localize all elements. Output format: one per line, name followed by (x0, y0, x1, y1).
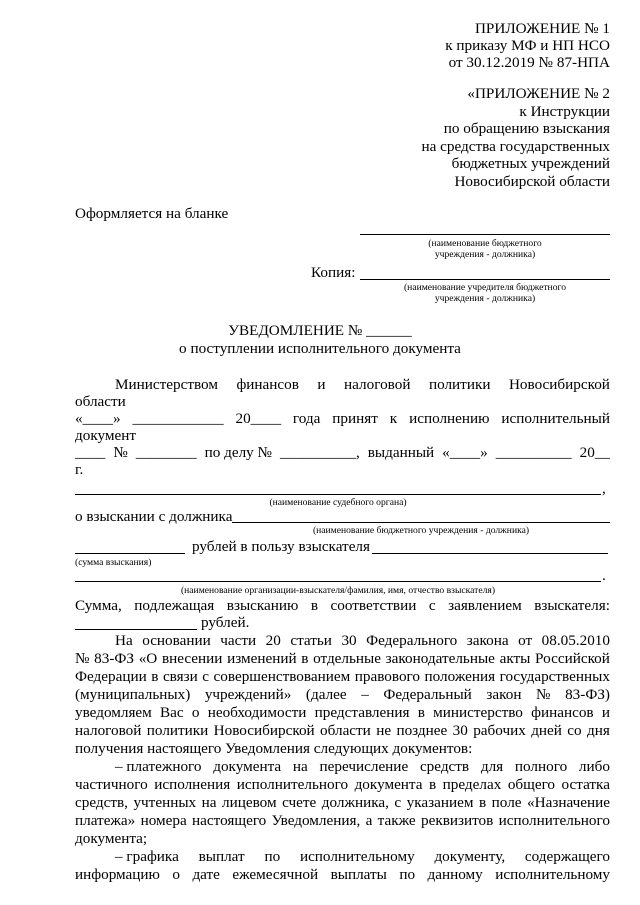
word: с (394, 794, 402, 811)
notice-subtitle: о поступлении исполнительного документа (179, 340, 461, 357)
word: платежа» (75, 812, 136, 829)
word: учреждений» (204, 686, 292, 703)
word: 08.05.2010 (541, 632, 610, 649)
word: № (536, 686, 551, 703)
word: финансов (236, 376, 299, 393)
appendix-2-line: к Инструкции (519, 102, 610, 120)
word: содержащего (524, 848, 610, 865)
word: полного (514, 758, 568, 775)
word: исполнительному (299, 848, 415, 865)
word: номера (140, 812, 187, 829)
word: в (301, 650, 309, 667)
word: акты (499, 650, 531, 667)
caption-line: (наименование учредителя бюджетного (403, 282, 566, 293)
word: общего (507, 776, 556, 793)
word: в (151, 668, 159, 685)
word: статьи (290, 632, 332, 649)
word: закон (486, 686, 522, 703)
word: должника, (321, 794, 389, 811)
caption-line: учреждения - должника) (434, 293, 536, 304)
word: необходимости (207, 704, 307, 721)
word: данному (427, 866, 483, 883)
court-caption: (наименование судебного органа) (269, 497, 407, 508)
word: не (376, 722, 392, 739)
word: налоговой (344, 376, 411, 393)
word: «____» (75, 410, 121, 427)
amount-blank-line (75, 629, 197, 630)
bullet2-line1 (115, 848, 610, 866)
appendix-1-block (445, 20, 610, 71)
word: на (292, 758, 308, 775)
body-line4 (75, 686, 610, 704)
appendix-2-line: на средства государственных (421, 137, 610, 155)
word: принят (332, 410, 378, 427)
word: взысканию (226, 597, 299, 614)
body-line7: получения настоящего Уведомления следующих документов: (75, 740, 473, 757)
word: о (191, 704, 200, 721)
caption-line: учреждения - должника) (434, 249, 536, 260)
body-line3 (75, 668, 610, 686)
word: правового (354, 668, 420, 685)
word: 30 (341, 632, 357, 649)
word: перечисление (319, 758, 409, 775)
appendix-2-line: «ПРИЛОЖЕНИЕ № 2 (467, 85, 610, 102)
word: документа (213, 758, 282, 775)
word: представления (314, 704, 410, 721)
word: поле (491, 794, 522, 811)
word: выданный (367, 444, 435, 461)
word: для (480, 758, 504, 775)
body-line1 (115, 632, 610, 650)
word: политики (146, 722, 209, 739)
para1-line4: документ (75, 427, 136, 444)
word: Федеральный (383, 686, 472, 703)
word: области (320, 722, 371, 739)
word: министерство (433, 704, 523, 721)
word: настоящего (192, 812, 267, 829)
word: Российской (535, 650, 610, 667)
word: реквизитов (420, 812, 494, 829)
word: остатка (561, 776, 610, 793)
word: (далее (305, 686, 347, 703)
word: исполнительного (498, 812, 610, 829)
word: 83-ФЗ (94, 650, 135, 667)
founder-caption (360, 282, 610, 304)
word: от (518, 632, 533, 649)
word: в (417, 704, 425, 721)
word: Федерации (75, 668, 147, 685)
word: с (428, 597, 436, 614)
debtor-name-line (360, 234, 610, 235)
debtor-caption (360, 238, 610, 260)
word: о (172, 866, 180, 883)
word: Уведомления, (271, 812, 361, 829)
form-note: Оформляется на бланке (75, 205, 229, 222)
word: «Назначение (527, 794, 610, 811)
bullet1-line2 (75, 776, 610, 794)
word: по делу № (204, 444, 273, 461)
word: части (220, 632, 257, 649)
para1-line5 (75, 444, 610, 462)
bullet1-line4 (75, 812, 610, 830)
word: – платежного (115, 758, 202, 775)
para1-line6: г. (75, 461, 84, 478)
word: (муниципальных) (75, 686, 191, 703)
appendix-2-line: по обращению взыскания (443, 120, 610, 137)
word: Министерством (115, 376, 218, 393)
appendix-1-line: ПРИЛОЖЕНИЕ № 1 (474, 20, 610, 37)
bullet1-line1 (115, 758, 610, 776)
word: и (601, 704, 610, 721)
word: либо (578, 758, 610, 775)
para1-line1 (115, 376, 610, 394)
word: законодательные (385, 650, 495, 667)
word: закона (466, 632, 509, 649)
word: финансов (531, 704, 594, 721)
word: в (479, 794, 487, 811)
word: и (317, 376, 326, 393)
word: Новосибирской (213, 722, 315, 739)
claimant-name-line (372, 553, 608, 554)
word: заявлением (448, 597, 522, 614)
word: исполнения (154, 776, 231, 793)
debtor-institution-line (232, 522, 610, 523)
word: выплат (198, 848, 245, 865)
word: связи (162, 668, 198, 685)
founder-name-line (360, 279, 610, 280)
word: также (377, 812, 416, 829)
word: – графика (115, 848, 179, 865)
claimant-full-line (75, 581, 601, 582)
para1-line2: области (75, 393, 126, 410)
word: совершенствованием (213, 668, 351, 685)
word: рабочих (473, 722, 526, 739)
word: счете (282, 794, 317, 811)
word: ____ (75, 444, 106, 461)
appendix-1-line: от 30.12.2019 № 87-НПА (448, 54, 610, 71)
word: 30 (452, 722, 468, 739)
appendix-2-block (422, 85, 610, 190)
rubles-in-favor: рублей в пользу взыскателя (192, 538, 370, 555)
word: 20____ (235, 410, 282, 427)
copy-label: Копия: (311, 264, 356, 281)
word: подлежащая (134, 597, 215, 614)
word: 83-ФЗ) (565, 686, 610, 703)
word: ежемесячной (232, 866, 319, 883)
word: позднее (396, 722, 448, 739)
word: года (292, 410, 321, 427)
word: в (429, 776, 437, 793)
word: ____________ (132, 410, 224, 427)
claimant-period: . (602, 567, 606, 584)
court-name-line (75, 494, 601, 495)
word: 20 (265, 632, 281, 649)
sum-line (75, 553, 185, 554)
word: средств, (75, 794, 128, 811)
word: «О (138, 650, 158, 667)
court-comma: , (602, 480, 606, 497)
word: указанием (406, 794, 474, 811)
word: лицевом (222, 794, 277, 811)
bullet1-line5: документа; (75, 830, 148, 847)
sum-statement-end: рублей. (201, 614, 250, 631)
caption-line: (наименование бюджетного (428, 238, 542, 249)
word: «____» (442, 444, 488, 461)
debtor-institution-caption: (наименование бюджетного учреждения - должника) (312, 525, 530, 536)
word: по (264, 848, 281, 865)
word: дате (192, 866, 220, 883)
notice-title: УВЕДОМЛЕНИЕ № ______ (228, 322, 412, 339)
word: исполнительного (236, 776, 349, 793)
word: частичного (75, 776, 148, 793)
word: № (75, 650, 90, 667)
appendix-2-line: бюджетных учреждений (451, 155, 610, 172)
sum-caption: (сумма взыскания) (75, 557, 152, 568)
word: налоговой (75, 722, 142, 739)
word: На (115, 632, 133, 649)
word: документу, (434, 848, 506, 865)
word: информацию (75, 866, 160, 883)
word: взыскателя: (534, 597, 610, 614)
sum-statement-line (75, 597, 610, 615)
word: на (201, 794, 217, 811)
word: Вас (160, 704, 184, 721)
claimant-caption: (наименование организации-взыскателя/фамилия, имя, отчество взыскателя) (180, 585, 496, 596)
body-line6 (75, 722, 610, 740)
body-line2 (75, 650, 610, 668)
appendix-2-line: Новосибирской области (454, 172, 610, 190)
body-line5 (75, 704, 610, 722)
word: основании (142, 632, 211, 649)
word: изменений (227, 650, 297, 667)
word: № (113, 444, 128, 461)
word: исполнительный (501, 410, 610, 427)
word: выплаты (330, 866, 387, 883)
appendix-1-line: к приказу МФ и НП НСО (445, 37, 610, 54)
word: __________ (495, 444, 572, 461)
word: с (202, 668, 210, 685)
word: отдельные (313, 650, 381, 667)
word: политики (428, 376, 491, 393)
bullet1-line3 (75, 794, 610, 812)
word: __________, (280, 444, 360, 461)
word: документа (354, 776, 423, 793)
word: положения (424, 668, 496, 685)
word: государственных (499, 668, 610, 685)
para1-line3 (75, 410, 610, 428)
word: со (567, 722, 582, 739)
word: по (399, 866, 416, 883)
word: пределах (442, 776, 502, 793)
word: дней (531, 722, 562, 739)
word: а (365, 812, 373, 829)
word: дня (587, 722, 610, 739)
word: 20__ (579, 444, 610, 461)
word: внесении (161, 650, 223, 667)
word: средств (419, 758, 470, 775)
word: Новосибирской (508, 376, 610, 393)
word: Федерального (366, 632, 458, 649)
word: соответствии (330, 597, 417, 614)
word: учтенных (133, 794, 197, 811)
word: в (310, 597, 319, 614)
word: уведомляем (75, 704, 152, 721)
bullet2-line2 (75, 866, 610, 884)
word: – (361, 686, 369, 703)
word: ________ (135, 444, 197, 461)
word: исполнению (409, 410, 490, 427)
word: исполнительному (495, 866, 610, 883)
word: Сумма, (75, 597, 122, 614)
word: к (389, 410, 398, 427)
collection-label: о взыскании с должника (75, 508, 233, 525)
